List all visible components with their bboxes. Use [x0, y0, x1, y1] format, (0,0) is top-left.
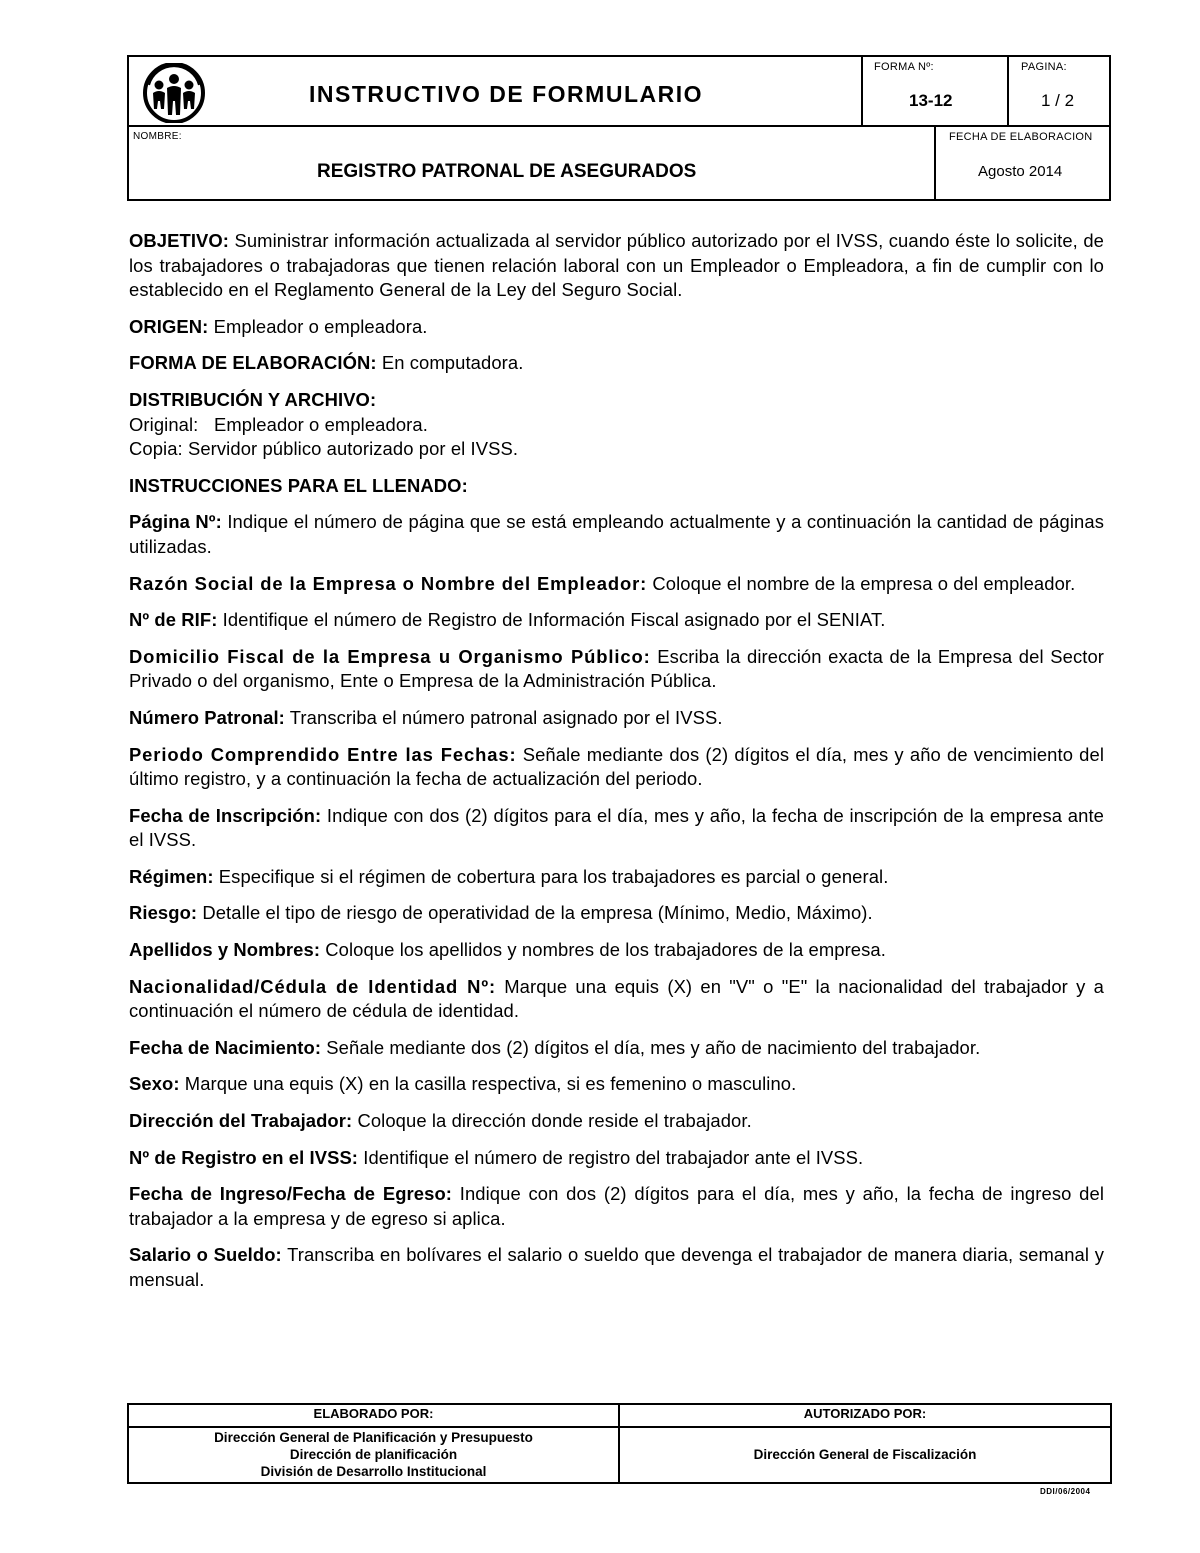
- instruction-item-label: Fecha de Ingreso/Fecha de Egreso:: [129, 1183, 453, 1205]
- elaborado-label: ELABORADO POR:: [313, 1406, 434, 1421]
- instruction-item: [129, 608, 1104, 633]
- form-name: REGISTRO PATRONAL DE ASEGURADOS: [317, 161, 697, 182]
- distribucion-original: Original: Empleador o empleadora.: [129, 413, 428, 435]
- instruction-item-label: Dirección del Trabajador:: [129, 1110, 353, 1132]
- instruction-item-label: Régimen:: [129, 865, 214, 887]
- instruction-item-label: Fecha de Inscripción:: [129, 804, 322, 826]
- instruction-item: [129, 938, 1104, 963]
- ivss-family-logo-icon: [141, 63, 207, 123]
- instruction-item-text: Señale mediante dos (2) dígitos el día, mes y año de vencimiento del último registro, y a continuación la fecha de actualización del periodo.: [129, 743, 1105, 790]
- nombre-label: NOMBRE:: [133, 131, 182, 142]
- objetivo-label: OBJETIVO:: [129, 230, 230, 251]
- instruction-item: [129, 1146, 1104, 1171]
- instruction-item-label: Nº de RIF:: [129, 609, 218, 631]
- instruction-item-text: Identifique el número de registro del trabajador ante el IVSS.: [358, 1146, 864, 1168]
- fecha-elaboracion-value: Agosto 2014: [978, 163, 1063, 180]
- forma-value: 13-12: [909, 91, 953, 110]
- header-divider: [861, 57, 863, 125]
- elaborado-value: Dirección General de Planificación y Presupuesto Dirección de planificación División de Desarrollo Institucional: [214, 1430, 533, 1479]
- forma-elaboracion-label: FORMA DE ELABORACIÓN:: [129, 352, 377, 374]
- instruction-item: [129, 645, 1104, 694]
- instruction-item-text: Escriba la dirección exacta de la Empresa del Sector Privado o del organismo, Ente o Empresa de la Administración Pública.: [129, 645, 1104, 692]
- header-divider: [129, 125, 1109, 127]
- instruction-item-label: Página Nº:: [129, 511, 222, 533]
- instruction-item-label: Sexo:: [129, 1073, 180, 1095]
- instruction-item-text: Transcriba el número patronal asignado por el IVSS.: [284, 706, 723, 728]
- instruction-item: [129, 804, 1104, 853]
- instruction-item-text: Marque una equis (X) en la casilla respectiva, si es femenino o masculino.: [179, 1073, 797, 1095]
- document-code: DDI/06/2004: [1040, 1487, 1091, 1496]
- instruction-item-text: Indique con dos (2) dígitos para el día, mes y año, la fecha de ingreso del trabajador a la empresa y de egreso si aplica.: [129, 1183, 1104, 1229]
- instruction-item-label: Apellidos y Nombres:: [129, 939, 321, 961]
- pagina-label: PAGINA:: [1021, 61, 1067, 73]
- origen-label: ORIGEN:: [129, 315, 209, 337]
- autorizado-value: Dirección General de Fiscalización: [753, 1447, 977, 1462]
- instruction-item-text: Indique con dos (2) dígitos para el día, mes y año, la fecha de inscripción de la empresa ante el IVSS.: [129, 804, 1104, 851]
- instruction-item-text: Coloque la dirección donde reside el trabajador.: [352, 1110, 752, 1132]
- instruction-item-text: Identifique el número de Registro de Información Fiscal asignado por el SENIAT.: [217, 609, 886, 631]
- instruction-item-label: Domicilio Fiscal de la Empresa u Organismo Público:: [129, 645, 651, 667]
- instruction-item: [129, 975, 1104, 1024]
- instruction-item: [129, 865, 1104, 890]
- origen-paragraph: ORIGEN: Empleador o empleadora.: [129, 315, 428, 337]
- distribucion-copia: Copia: Servidor público autorizado por el IVSS.: [129, 438, 519, 460]
- instruction-item-text: Transcriba en bolívares el salario o sueldo que devenga el trabajador de manera diaria, semanal y mensual.: [129, 1244, 1104, 1290]
- forma-label: FORMA Nº:: [874, 61, 934, 73]
- instruction-item-text: Marque una equis (X) en "V" o "E" la nacionalidad del trabajador y a continuación el número de cédula de identidad.: [129, 975, 1104, 1022]
- instruction-item-text: Especifique si el régimen de cobertura para los trabajadores es parcial o general.: [213, 865, 889, 887]
- instruction-items: [129, 510, 1104, 1292]
- instruction-item-text: Coloque el nombre de la empresa o del empleador.: [647, 572, 1076, 594]
- instruction-item: [129, 901, 1104, 926]
- form-header: [127, 55, 1111, 201]
- header-divider: [934, 125, 936, 199]
- distribucion-heading: DISTRIBUCIÓN Y ARCHIVO:: [129, 388, 377, 410]
- instruction-item: [129, 1182, 1104, 1231]
- instruction-item-label: Razón Social de la Empresa o Nombre del Empleador:: [129, 572, 648, 594]
- instruction-item-label: Número Patronal:: [129, 706, 285, 728]
- instruction-item-label: Fecha de Nacimiento:: [129, 1036, 322, 1058]
- instruction-item-label: Periodo Comprendido Entre las Fechas:: [129, 743, 517, 765]
- instruction-item-label: Salario o Sueldo:: [129, 1244, 282, 1266]
- instruction-item-label: Riesgo:: [129, 902, 198, 924]
- instruction-item: [129, 1243, 1104, 1292]
- instruction-item-label: Nacionalidad/Cédula de Identidad Nº:: [129, 975, 496, 997]
- instruction-item-text: Coloque los apellidos y nombres de los trabajadores de la empresa.: [320, 939, 886, 961]
- forma-elaboracion-paragraph: FORMA DE ELABORACIÓN: En computadora.: [129, 352, 524, 374]
- instruction-item: [129, 1109, 1104, 1134]
- instruction-item-label: Nº de Registro en el IVSS:: [129, 1146, 359, 1168]
- footer-table: [127, 1403, 1112, 1484]
- instruction-item-text: Señale mediante dos (2) dígitos el día, mes y año de nacimiento del trabajador.: [321, 1036, 981, 1058]
- instruction-item: [129, 1072, 1104, 1097]
- instruction-item: [129, 510, 1104, 559]
- instruction-item: [129, 743, 1104, 792]
- instruction-item: [129, 572, 1104, 597]
- instruction-item: [129, 706, 1104, 731]
- instruction-item-text: Detalle el tipo de riesgo de operatividad de la empresa (Mínimo, Medio, Máximo).: [197, 902, 873, 924]
- fecha-elaboracion-label: FECHA DE ELABORACION: [949, 131, 1093, 143]
- pagina-value: 1 / 2: [1041, 91, 1075, 110]
- instructions-body: [129, 229, 1104, 1305]
- instrucciones-heading: INSTRUCCIONES PARA EL LLENADO:: [129, 474, 468, 496]
- autorizado-label: AUTORIZADO POR:: [803, 1406, 927, 1421]
- header-divider: [1007, 57, 1009, 125]
- instruction-item-text: Indique el número de página que se está empleando actualmente y a continuación la cantidad de páginas utilizadas.: [129, 511, 1105, 557]
- form-title: INSTRUCTIVO DE FORMULARIO: [309, 81, 703, 107]
- objetivo-paragraph: OBJETIVO: Suministrar información actualizada al servidor público autorizado por el IVSS, cuando éste lo solicite, de los trabajadores o trabajadoras que tienen relación laboral con un Empleador o Empleadora, a fin de cumplir con lo establecido en el Reglamento General de la Ley del Seguro Social.: [129, 230, 1104, 301]
- instruction-item: [129, 1036, 1104, 1061]
